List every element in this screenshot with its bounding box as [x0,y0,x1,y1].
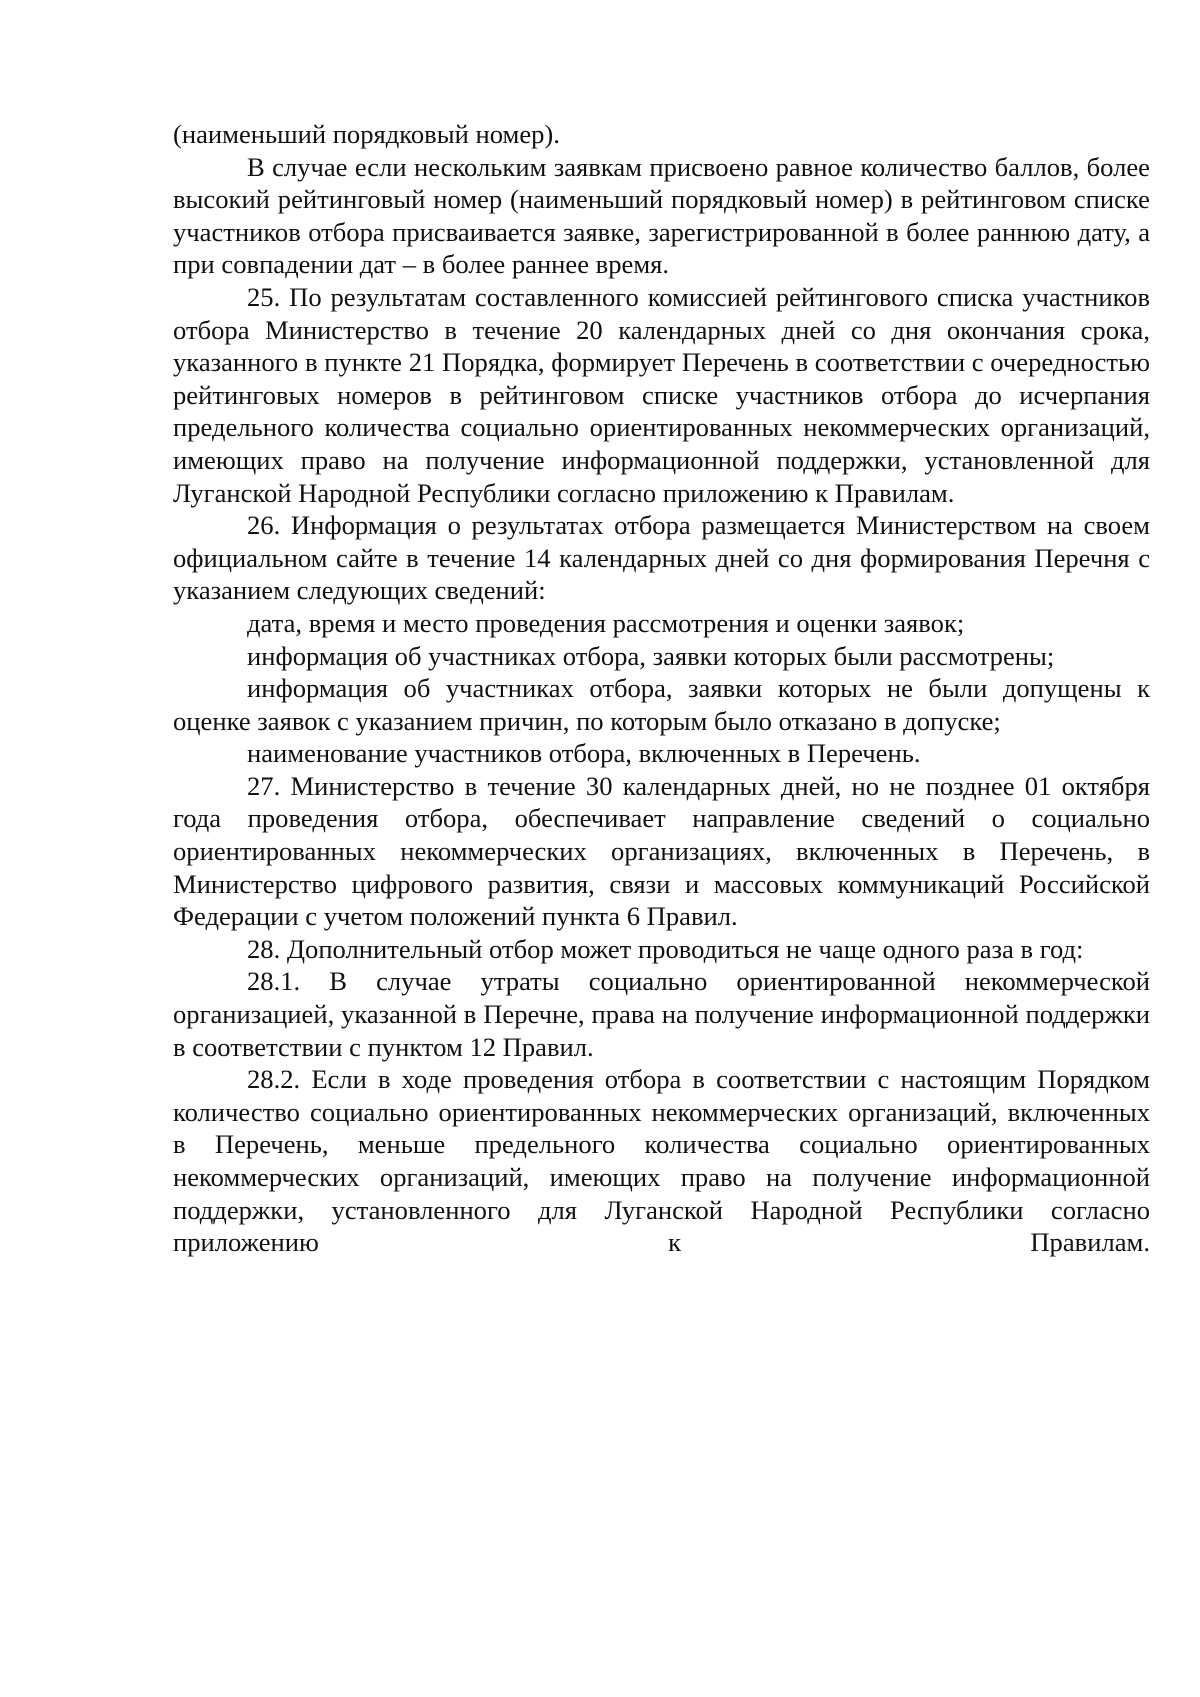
list-item-included-participants: наименование участников отбора, включенных в Перечень. [247,738,921,769]
list-item-date-time-place: дата, время и место проведения рассмотрения и оценки заявок; [247,607,965,638]
paragraph-clause-28: 28. Дополнительный отбор может проводиться не чаще одного раза в год: [247,933,1084,964]
paragraph-clause-28-2: 28.2. Если в ходе проведения отбора в соответствии с настоящим Порядком количество социально ориентированных некоммерческих организаций, включенных в Перечень, меньше предельного количества социально ориентированных некоммерческих организаций, имеющих право на получение информационной поддержки, установленного для Луганской Народной Республики согласно приложению к Правилам. [173,1064,1150,1258]
paragraph-clause-26: 26. Информация о результатах отбора размещается Министерством на своем официальном сайте в течение 14 календарных дней со дня формирования Перечня с указанием следующих сведений: [173,510,1150,606]
paragraph-clause-27: 27. Министерство в течение 30 календарных дней, но не позднее 01 октября года проведения отбора, обеспечивает направление сведений о социально ориентированных некоммерческих организациях, включенных в Перечень, в Министерство цифрового развития, связи и массовых коммуникаций Российской Федерации с учетом положений пункта 6 Правил. [173,770,1150,932]
list-item-reviewed-participants: информация об участниках отбора, заявки которых были рассмотрены; [247,640,1055,671]
paragraph-continuation: (наименьший порядковый номер). [173,119,560,149]
paragraph-clause-28-1: 28.1. В случае утраты социально ориентированной некоммерческой организацией, указанной в Перечне, права на получение информационной поддержки в соответствии с пунктом 12 Правил. [173,966,1150,1062]
list-item-rejected-participants: информация об участниках отбора, заявки которых не были допущены к оценке заявок с указанием причин, по которым было отказано в допуске; [173,673,1150,736]
paragraph-equal-score-rule: В случае если нескольким заявкам присвоено равное количество баллов, более высокий рейтинговый номер (наименьший порядковый номер) в рейтинговом списке участников отбора присваивается заявке, зарегистрированной в более раннюю дату, а при совпадении дат – в более раннее время. [173,151,1150,280]
document-body [173,118,1150,1259]
paragraph-clause-25: 25. По результатам составленного комиссией рейтингового списка участников отбора Министерство в течение 20 календарных дней со дня окончания срока, указанного в пункте 21 Порядка, формирует Перечень в соответствии с очередностью рейтинговых номеров в рейтинговом списке участников отбора до исчерпания предельного количества социально ориентированных некоммерческих организаций, имеющих право на получение информационной поддержки, установленной для Луганской Народной Республики согласно приложению к Правилам. [173,281,1150,508]
